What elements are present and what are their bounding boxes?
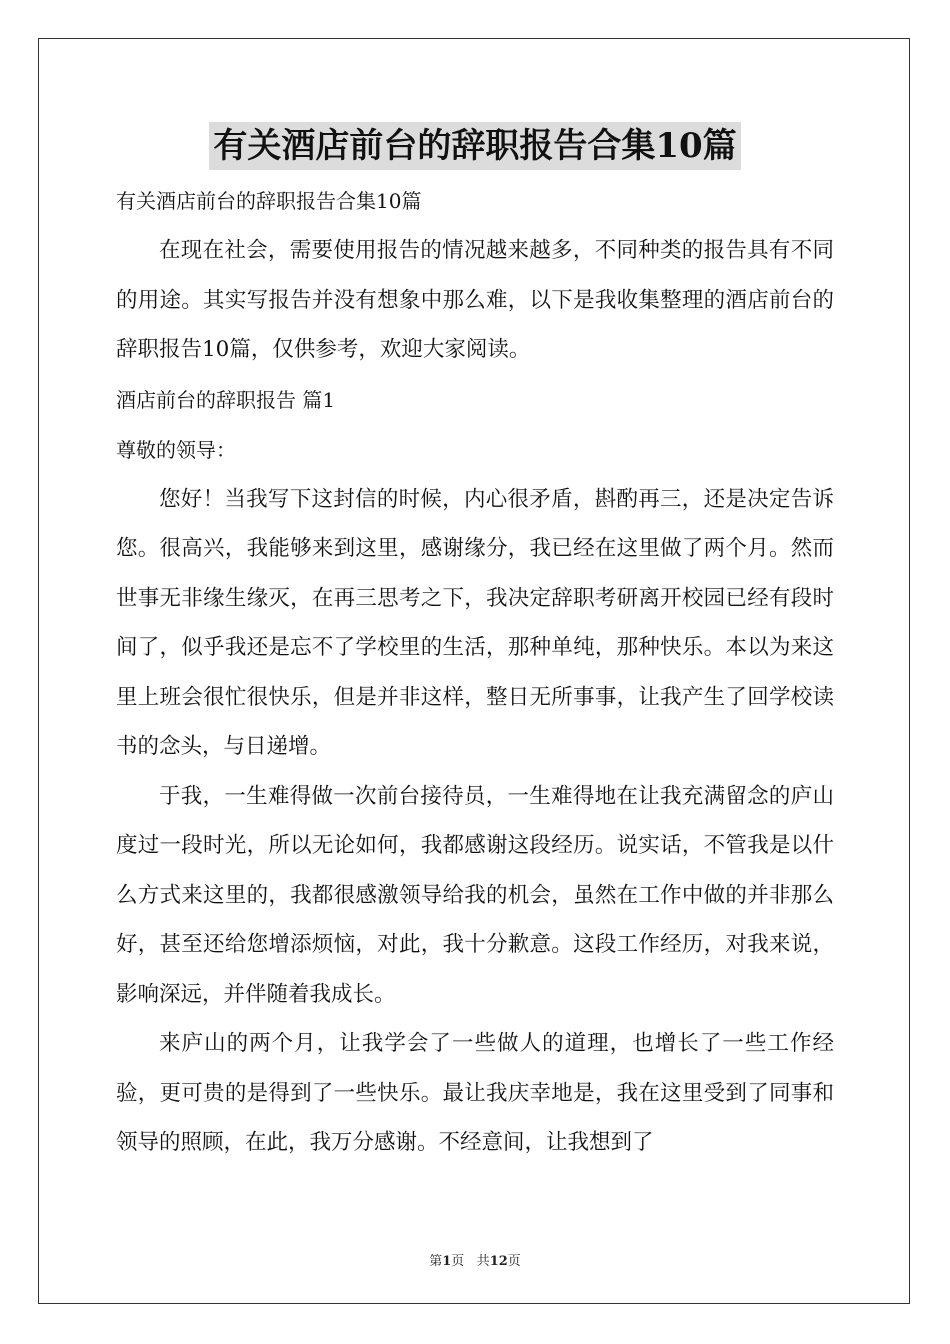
current-page-number: 1 — [442, 1254, 452, 1269]
intro-paragraph: 在现在社会，需要使用报告的情况越来越多，不同种类的报告具有不同的用途。其实写报告并没有想象中那么难，以下是我收集整理的酒店前台的辞职报告10篇，仅供参考，欢迎大家阅读。 — [116, 238, 834, 362]
page-prefix: 第 — [429, 1254, 443, 1269]
body-paragraph: 来庐山的两个月，让我学会了一些做人的道理，也增长了一些工作经验，更可贵的是得到了一些快乐。最让我庆幸地是，我在这里受到了同事和领导的照顾，在此，我万分感谢。不经意间，让我想到了 — [116, 1031, 834, 1155]
document-body — [116, 176, 834, 1168]
total-prefix: 共 — [476, 1254, 490, 1269]
title-container — [0, 122, 950, 170]
document-subtitle: 有关酒店前台的辞职报告合集10篇 — [116, 189, 422, 213]
page-footer — [0, 1250, 950, 1269]
salutation: 尊敬的领导： — [116, 437, 236, 462]
section-heading: 酒店前台的辞职报告 篇1 — [116, 387, 336, 412]
document-title: 有关酒店前台的辞职报告合集10篇 — [209, 122, 740, 170]
page-unit: 页 — [451, 1254, 465, 1269]
body-paragraph: 于我，一生难得做一次前台接待员，一生难得地在让我充满留念的庐山度过一段时光，所以无论如何，我都感谢这段经历。说实话，不管我是以什么方式来这里的，我都很感激领导给我的机会，虽然在工作中做的并非那么好，甚至还给您增添烦恼，对此，我十分歉意。这段工作经历，对我来说，影响深远，并伴随着我成长。 — [116, 783, 834, 1007]
body-paragraph: 您好！当我写下这封信的时候，内心很矛盾，斟酌再三，还是决定告诉您。很高兴，我能够来到这里，感谢缘分，我已经在这里做了两个月。然而世事无非缘生缘灭，在再三思考之下，我决定辞职考研离开校园已经有段时间了，似乎我还是忘不了学校里的生活，那种单纯，那种快乐。本以为来这里上班会很忙很快乐，但是并非这样，整日无所事事，让我产生了回学校读书的念头，与日递增。 — [116, 486, 834, 759]
total-unit: 页 — [507, 1254, 521, 1269]
total-page-count: 12 — [489, 1254, 508, 1269]
